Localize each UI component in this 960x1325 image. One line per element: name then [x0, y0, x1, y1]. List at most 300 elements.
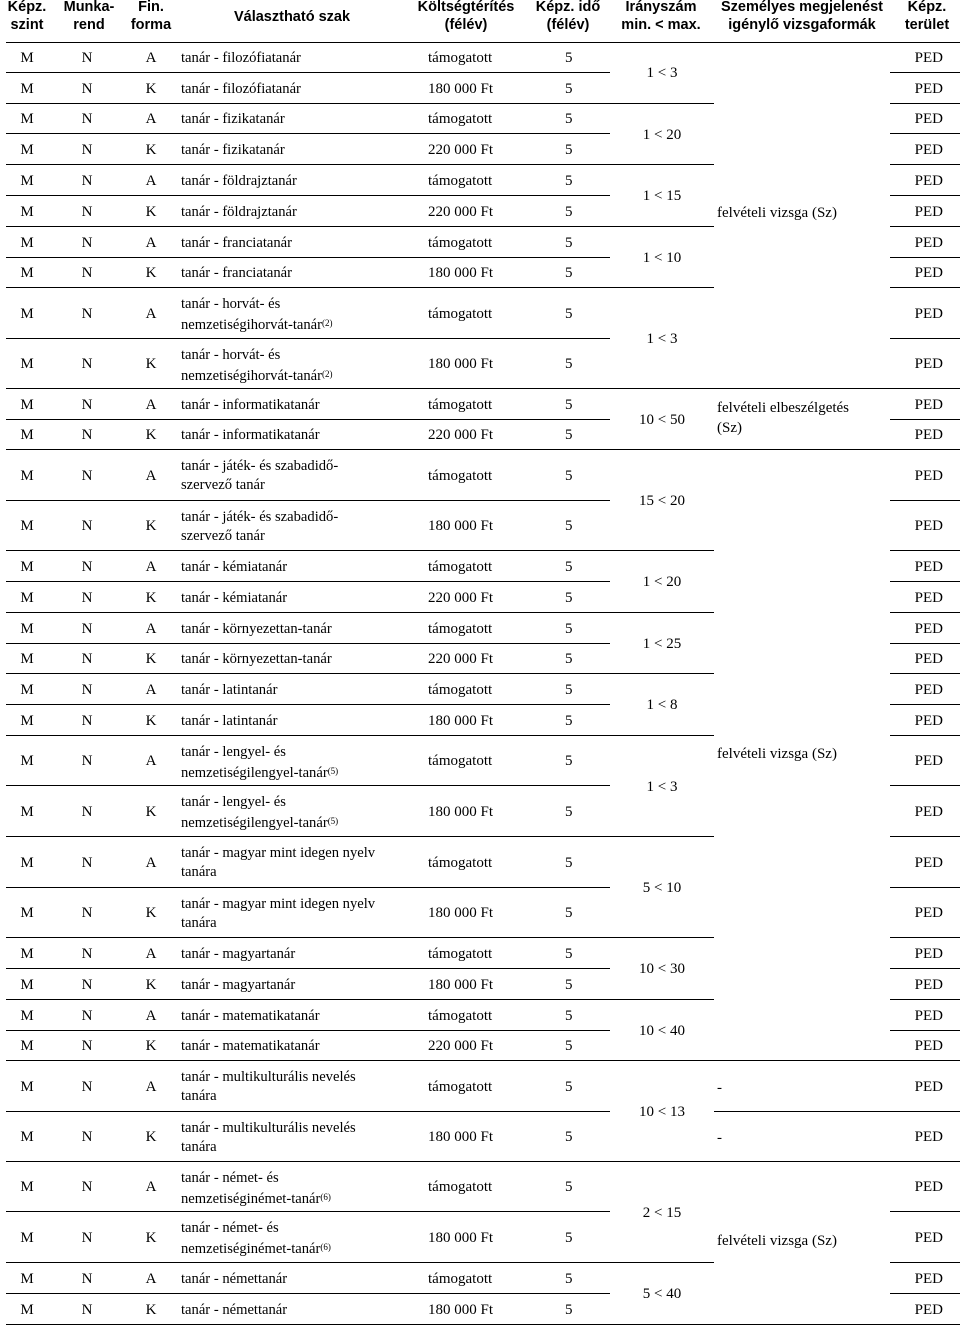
header-terulet: Képz. terület [904, 0, 950, 33]
row-ido: 5 [565, 712, 573, 729]
row-divider-right [890, 612, 960, 613]
row-koltseg: 180 000 Ft [428, 1301, 494, 1318]
row-terulet: PED [914, 753, 943, 769]
row-koltseg: 180 000 Ft [428, 518, 494, 534]
row-koltseg: támogatott [428, 111, 493, 127]
row-szak: tanár - matematikatanár [181, 1038, 320, 1054]
row-forma: A [145, 558, 157, 575]
row-koltseg: támogatott [428, 945, 493, 962]
row-terulet: PED [914, 467, 943, 484]
row-szak: tanár - filozófiatanár [181, 49, 301, 66]
row-terulet: PED [914, 111, 943, 127]
row-divider [6, 419, 610, 420]
row-szint: M [20, 651, 34, 667]
row-szak: tanár - magyar mint idegen nyelv tanára [181, 845, 376, 880]
row-terulet: PED [914, 1179, 943, 1195]
row-terulet: PED [914, 396, 943, 413]
row-forma: K [145, 905, 157, 921]
row-ido: 5 [565, 427, 573, 443]
iranyszam-value: 5 < 10 [642, 879, 682, 896]
vizsga-divider [714, 1060, 890, 1061]
row-forma: K [145, 356, 157, 372]
row-terulet: PED [914, 49, 943, 66]
row-ido: 5 [565, 234, 573, 251]
row-munkarend: N [81, 1229, 93, 1246]
row-szak: tanár - magyar mint idegen nyelv tanára [181, 896, 376, 931]
row-divider [6, 968, 610, 969]
row-divider [6, 195, 610, 196]
row-koltseg: 180 000 Ft [428, 1229, 494, 1246]
row-szak: tanár - földrajztanár [181, 172, 297, 189]
header-szak: Választható szak [233, 9, 351, 25]
row-divider-right [890, 72, 960, 73]
row-munkarend: N [81, 1179, 93, 1195]
row-munkarend: N [81, 651, 93, 667]
vizsga-divider [714, 1111, 890, 1112]
row-divider-right [890, 226, 960, 227]
row-terulet: PED [914, 203, 943, 220]
row-koltseg: 220 000 Ft [428, 141, 494, 158]
row-ido: 5 [565, 1078, 573, 1095]
row-munkarend: N [81, 203, 93, 220]
row-forma: K [145, 976, 157, 993]
row-divider-right [890, 550, 960, 551]
row-divider [6, 735, 610, 736]
row-divider [6, 785, 610, 786]
row-munkarend: N [81, 356, 93, 372]
row-munkarend: N [81, 803, 93, 820]
row-forma: K [145, 1129, 157, 1145]
row-szak: tanár - némettanár [181, 1270, 288, 1287]
row-szint: M [20, 945, 34, 962]
row-szak: tanár - matematikatanár [181, 1007, 320, 1024]
header-munkarend: Munka- rend [63, 0, 115, 33]
row-terulet: PED [914, 141, 943, 158]
row-szint: M [20, 305, 34, 322]
row-koltseg: támogatott [428, 49, 493, 66]
row-szak: tanár - lengyel- és nemzetiségilengyel-tanár$^{(5)}$ [181, 794, 339, 831]
row-szint: M [20, 1129, 34, 1145]
row-divider [6, 164, 610, 165]
row-szint: M [20, 854, 34, 871]
row-forma: A [145, 467, 157, 484]
row-koltseg: támogatott [428, 1007, 493, 1024]
row-koltseg: támogatott [428, 753, 493, 769]
row-munkarend: N [81, 712, 93, 729]
row-koltseg: támogatott [428, 172, 493, 189]
row-forma: A [145, 111, 157, 127]
footnote-marker: (2) [322, 369, 333, 379]
row-ido: 5 [565, 1179, 573, 1195]
row-divider [6, 999, 610, 1000]
row-ido: 5 [565, 976, 573, 993]
row-munkarend: N [81, 467, 93, 484]
row-forma: A [145, 1179, 157, 1195]
row-szint: M [20, 1301, 34, 1318]
row-szak: tanár - informatikatanár [181, 427, 320, 443]
row-szak: tanár - játék- és szabadidő-szervező tanár [181, 458, 339, 493]
iranyszam-divider [610, 164, 714, 165]
row-szak: tanár - környezettan-tanár [181, 651, 332, 667]
row-forma: K [145, 141, 157, 158]
row-forma: K [145, 80, 157, 97]
iranyszam-divider [610, 388, 714, 389]
row-forma: A [145, 305, 157, 322]
iranyszam-divider [610, 103, 714, 104]
row-munkarend: N [81, 681, 93, 698]
row-divider-right [890, 785, 960, 786]
row-divider [6, 103, 610, 104]
vizsga-divider [714, 449, 890, 450]
row-divider-right [890, 1211, 960, 1212]
row-munkarend: N [81, 111, 93, 127]
row-terulet: PED [914, 905, 943, 921]
row-szint: M [20, 1270, 34, 1287]
row-szak: tanár - franciatanár [181, 234, 292, 251]
row-szak: tanár - multikulturális nevelés tanára [181, 1120, 356, 1155]
row-szak: tanár - horvát- és nemzetiségihorvát-tanár$^{(2)}$ [181, 347, 333, 384]
row-koltseg: 180 000 Ft [428, 803, 494, 820]
row-divider-right [890, 999, 960, 1000]
row-ido: 5 [565, 356, 573, 372]
iranyszam-value: 1 < 25 [642, 635, 682, 652]
row-szak: tanár - multikulturális nevelés tanára [181, 1069, 356, 1104]
iranyszam-value: 1 < 20 [642, 574, 682, 590]
row-szint: M [20, 172, 34, 189]
row-ido: 5 [565, 49, 573, 66]
row-divider-right [890, 1030, 960, 1031]
row-terulet: PED [914, 681, 943, 698]
row-terulet: PED [914, 265, 943, 281]
iranyszam-divider [610, 612, 714, 613]
row-forma: A [145, 396, 157, 413]
row-munkarend: N [81, 1129, 93, 1145]
row-ido: 5 [565, 620, 573, 637]
row-szint: M [20, 712, 34, 729]
iranyszam-divider [610, 937, 714, 938]
row-divider-right [890, 449, 960, 450]
row-szak: tanár - némettanár [181, 1301, 288, 1318]
row-ido: 5 [565, 854, 573, 871]
row-szint: M [20, 111, 34, 127]
row-munkarend: N [81, 396, 93, 413]
row-terulet: PED [914, 1078, 943, 1095]
row-szint: M [20, 1038, 34, 1054]
row-forma: A [145, 172, 157, 189]
row-divider-right [890, 937, 960, 938]
row-forma: K [145, 803, 157, 820]
row-ido: 5 [565, 905, 573, 921]
iranyszam-value: 15 < 20 [639, 492, 685, 509]
row-divider [6, 257, 610, 258]
row-divider-right [890, 673, 960, 674]
iranyszam-divider [610, 1262, 714, 1263]
row-divider [6, 449, 610, 450]
vizsga-divider [714, 388, 890, 389]
footnote-marker: (6) [320, 1242, 331, 1252]
header-iranyszam: Irányszám min. < max. [621, 0, 701, 33]
row-divider [6, 1030, 610, 1031]
row-szint: M [20, 265, 34, 281]
row-koltseg: támogatott [428, 1179, 493, 1195]
row-divider-right [890, 164, 960, 165]
row-szint: M [20, 1229, 34, 1246]
row-koltseg: 220 000 Ft [428, 1038, 494, 1054]
row-szak: tanár - német- és nemzetiséginémet-tanár$^{(6)}$ [181, 1220, 331, 1257]
row-divider [6, 338, 610, 339]
row-divider-right [890, 1293, 960, 1294]
header-finforma: Fin. forma [130, 0, 172, 33]
row-terulet: PED [914, 172, 943, 189]
row-szak: tanár - lengyel- és nemzetiségilengyel-tanár$^{(5)}$ [181, 744, 339, 781]
row-terulet: PED [914, 518, 943, 534]
iranyszam-value: 10 < 30 [639, 961, 685, 977]
row-munkarend: N [81, 518, 93, 534]
row-forma: A [145, 1007, 157, 1024]
row-divider [6, 500, 610, 501]
row-ido: 5 [565, 1007, 573, 1024]
row-divider [6, 1211, 610, 1212]
row-szint: M [20, 80, 34, 97]
row-terulet: PED [914, 1007, 943, 1024]
row-ido: 5 [565, 1129, 573, 1145]
footnote-marker: (6) [320, 1192, 331, 1202]
row-munkarend: N [81, 234, 93, 251]
row-divider-right [890, 1161, 960, 1162]
row-szak: tanár - franciatanár [181, 265, 292, 281]
row-szint: M [20, 396, 34, 413]
row-divider [6, 72, 610, 73]
header-ido: Képz. idő (félév) [535, 0, 601, 33]
row-munkarend: N [81, 945, 93, 962]
row-ido: 5 [565, 518, 573, 534]
row-munkarend: N [81, 1007, 93, 1024]
row-szint: M [20, 681, 34, 698]
row-divider-right [890, 887, 960, 888]
row-terulet: PED [914, 651, 943, 667]
row-koltseg: 180 000 Ft [428, 1129, 494, 1145]
row-divider [6, 887, 610, 888]
row-divider-right [890, 338, 960, 339]
row-forma: K [145, 712, 157, 729]
iranyszam-value: 1 < 15 [642, 188, 682, 204]
row-koltseg: 180 000 Ft [428, 80, 494, 97]
row-koltseg: 220 000 Ft [428, 651, 494, 667]
row-ido: 5 [565, 1229, 573, 1246]
row-forma: K [145, 1038, 157, 1054]
iranyszam-value: 1 < 3 [646, 778, 678, 795]
row-munkarend: N [81, 1270, 93, 1287]
row-koltseg: támogatott [428, 1270, 493, 1287]
row-divider-right [890, 1060, 960, 1061]
iranyszam-value: 5 < 40 [642, 1286, 682, 1302]
row-terulet: PED [914, 976, 943, 993]
row-divider [6, 1060, 610, 1061]
row-terulet: PED [914, 80, 943, 97]
row-szint: M [20, 1078, 34, 1095]
row-divider-right [890, 1111, 960, 1112]
row-ido: 5 [565, 651, 573, 667]
row-szint: M [20, 203, 34, 220]
header-szint: Képz. szint [7, 0, 47, 33]
footnote-marker: (2) [322, 318, 333, 328]
row-divider-right [890, 836, 960, 837]
row-szak: tanár - játék- és szabadidő-szervező tanár [181, 509, 339, 544]
row-szak: tanár - magyartanár [181, 976, 296, 993]
row-szint: M [20, 49, 34, 66]
row-munkarend: N [81, 976, 93, 993]
row-koltseg: 220 000 Ft [428, 203, 494, 220]
row-forma: K [145, 1301, 157, 1318]
vizsga-divider [714, 1161, 890, 1162]
row-terulet: PED [914, 1270, 943, 1287]
row-ido: 5 [565, 265, 573, 281]
row-terulet: PED [914, 589, 943, 606]
row-szint: M [20, 467, 34, 484]
row-munkarend: N [81, 141, 93, 158]
footnote-marker: (5) [327, 766, 339, 776]
row-szak: tanár - környezettan-tanár [181, 620, 332, 637]
row-szak: tanár - kémiatanár [181, 589, 288, 606]
iranyszam-divider [610, 550, 714, 551]
row-ido: 5 [565, 203, 573, 220]
row-szak: tanár - horvát- és nemzetiségihorvát-tanár$^{(2)}$ [181, 296, 333, 333]
row-munkarend: N [81, 854, 93, 871]
row-forma: K [145, 1229, 157, 1246]
row-terulet: PED [914, 620, 943, 637]
iranyszam-value: 2 < 15 [642, 1204, 682, 1221]
row-ido: 5 [565, 111, 573, 127]
row-forma: A [145, 49, 157, 66]
iranyszam-divider [610, 836, 714, 837]
row-munkarend: N [81, 1301, 93, 1318]
row-forma: K [145, 518, 157, 534]
iranyszam-value: 10 < 50 [639, 411, 685, 428]
row-terulet: PED [914, 1129, 943, 1145]
row-forma: A [145, 1270, 157, 1287]
vizsga-value: felvételi elbeszélgetés (Sz) [717, 400, 850, 436]
row-koltseg: támogatott [428, 558, 493, 575]
row-terulet: PED [914, 305, 943, 322]
row-munkarend: N [81, 1078, 93, 1095]
row-divider [6, 1161, 610, 1162]
row-koltseg: 220 000 Ft [428, 427, 494, 443]
row-szak: tanár - latintanár [181, 712, 278, 729]
row-divider [6, 836, 610, 837]
row-divider [6, 1111, 610, 1112]
row-szint: M [20, 427, 34, 443]
row-koltseg: 180 000 Ft [428, 976, 494, 993]
row-koltseg: támogatott [428, 396, 493, 413]
row-szak: tanár - kémiatanár [181, 558, 288, 575]
row-divider [6, 643, 610, 644]
row-divider [6, 133, 610, 134]
row-divider [6, 550, 610, 551]
iranyszam-value: 1 < 3 [646, 65, 678, 81]
row-terulet: PED [914, 1301, 943, 1318]
row-divider-right [890, 388, 960, 389]
row-divider [6, 581, 610, 582]
iranyszam-value: 1 < 10 [642, 249, 682, 266]
row-terulet: PED [914, 558, 943, 575]
row-ido: 5 [565, 80, 573, 97]
row-terulet: PED [914, 803, 943, 820]
row-divider-right [890, 103, 960, 104]
row-munkarend: N [81, 305, 93, 322]
row-forma: K [145, 265, 157, 281]
row-szint: M [20, 976, 34, 993]
row-ido: 5 [565, 1270, 573, 1287]
row-szint: M [20, 905, 34, 921]
row-ido: 5 [565, 467, 573, 484]
row-koltseg: támogatott [428, 620, 493, 637]
row-divider-right [890, 1262, 960, 1263]
iranyszam-divider [610, 735, 714, 736]
row-vizsga: - [717, 1079, 722, 1096]
row-ido: 5 [565, 141, 573, 158]
row-koltseg: 180 000 Ft [428, 265, 494, 281]
iranyszam-divider [610, 226, 714, 227]
row-vizsga: - [717, 1130, 722, 1146]
row-divider [6, 704, 610, 705]
footnote-marker: (5) [327, 816, 339, 826]
row-forma: A [145, 854, 157, 871]
row-munkarend: N [81, 589, 93, 606]
iranyszam-divider [610, 999, 714, 1000]
row-forma: K [145, 651, 157, 667]
row-forma: K [145, 427, 157, 443]
row-munkarend: N [81, 49, 93, 66]
row-ido: 5 [565, 589, 573, 606]
row-munkarend: N [81, 905, 93, 921]
row-ido: 5 [565, 945, 573, 962]
row-koltseg: támogatott [428, 305, 493, 322]
row-forma: A [145, 945, 157, 962]
header-divider [6, 42, 960, 43]
row-koltseg: támogatott [428, 1078, 493, 1095]
row-divider [6, 1262, 610, 1263]
row-ido: 5 [565, 305, 573, 322]
row-szak: tanár - fizikatanár [181, 141, 285, 158]
row-szak: tanár - informatikatanár [181, 396, 320, 413]
row-divider [6, 1293, 610, 1294]
header-vizsga: Személyes megjelenést igénylő vizsgaformák [720, 0, 883, 33]
row-szak: tanár - filozófiatanár [181, 80, 301, 97]
vizsga-value: felvételi vizsga (Sz) [717, 746, 837, 762]
row-ido: 5 [565, 558, 573, 575]
row-forma: A [145, 620, 157, 637]
row-terulet: PED [914, 1229, 943, 1246]
iranyszam-divider [610, 449, 714, 450]
iranyszam-value: 1 < 20 [642, 126, 682, 143]
row-szak: tanár - magyartanár [181, 945, 296, 962]
row-forma: A [145, 234, 157, 251]
row-szint: M [20, 356, 34, 372]
iranyszam-divider [610, 1060, 714, 1061]
row-forma: A [145, 681, 157, 698]
row-koltseg: 220 000 Ft [428, 589, 494, 606]
row-szint: M [20, 558, 34, 575]
row-divider-right [890, 195, 960, 196]
row-munkarend: N [81, 80, 93, 97]
row-divider-right [890, 500, 960, 501]
row-munkarend: N [81, 427, 93, 443]
row-szint: M [20, 234, 34, 251]
row-divider-right [890, 704, 960, 705]
row-szak: tanár - fizikatanár [181, 111, 285, 127]
row-szak: tanár - földrajztanár [181, 203, 297, 220]
row-divider-right [890, 968, 960, 969]
